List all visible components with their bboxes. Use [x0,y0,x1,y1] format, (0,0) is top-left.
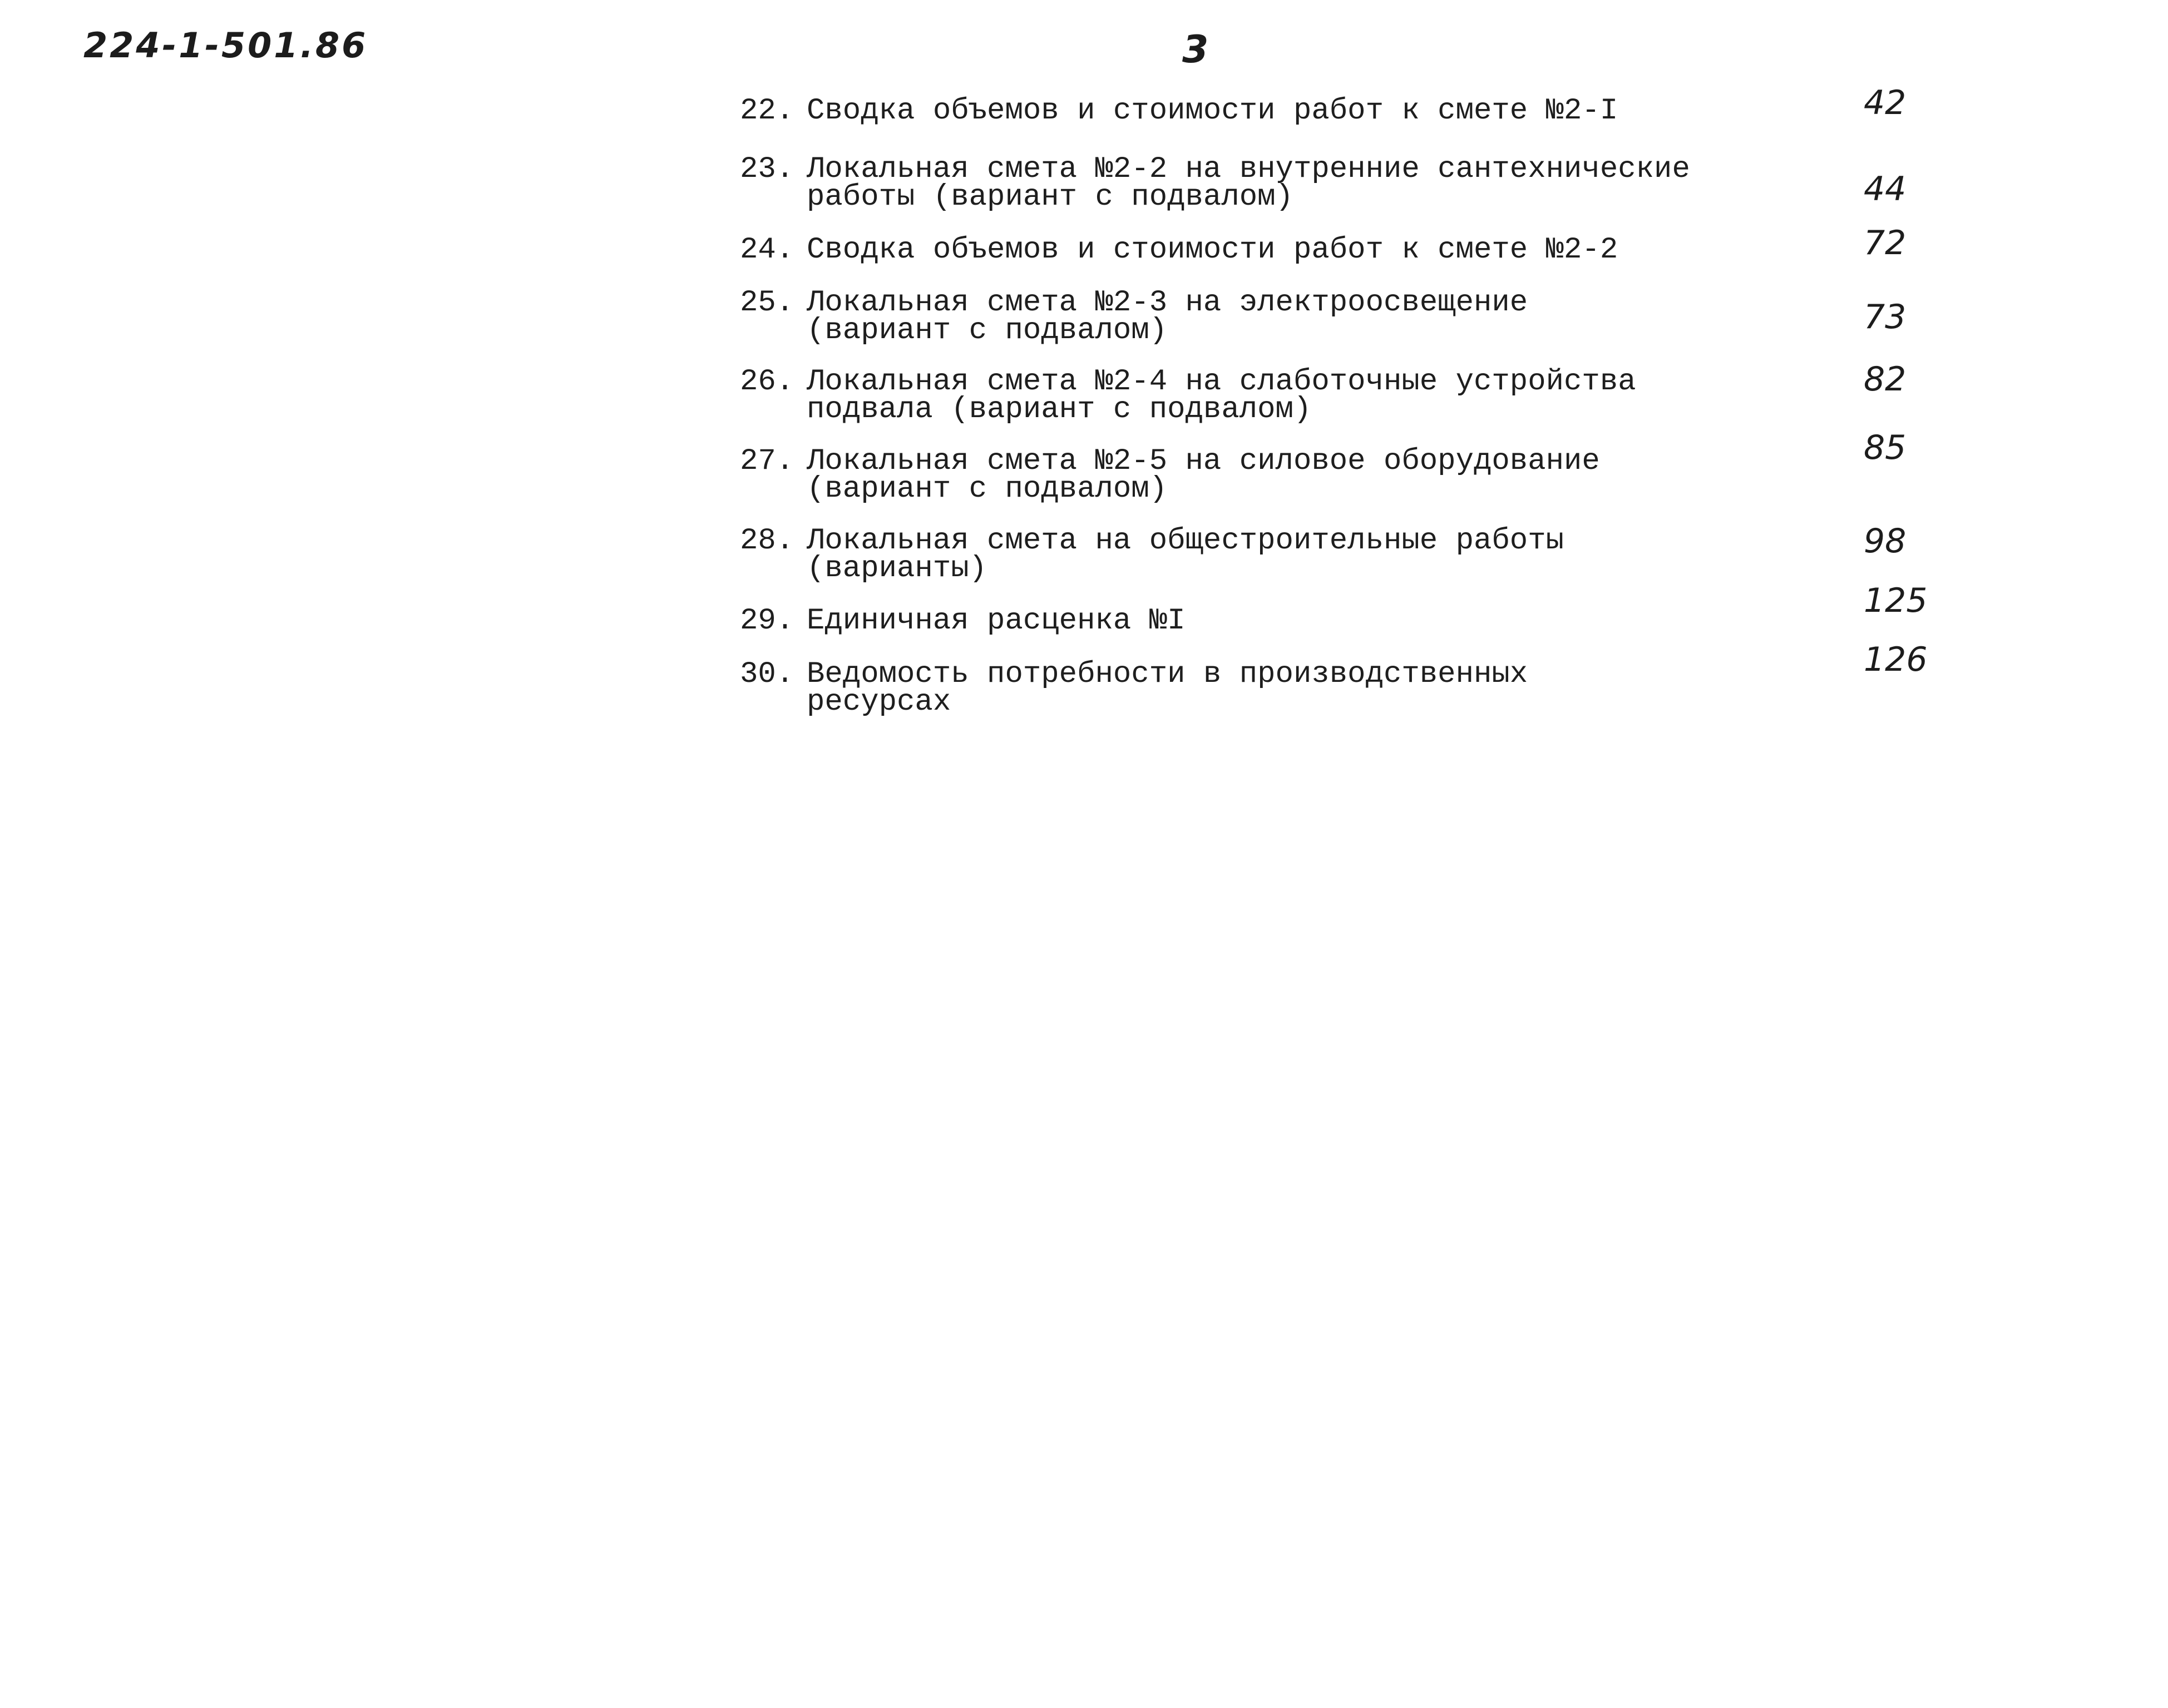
toc-entry-title: Локальная смета №2-5 на силовое оборудование (вариант с подвалом) [807,444,1600,506]
toc-entry-number: 25. [740,286,794,320]
document-code: 224-1-501.86 [83,25,368,66]
toc-entry-page: 82 [1864,360,1907,399]
toc-entry-number: 24. [740,233,794,267]
toc-entry-title: Сводка объемов и стоимости работ к смете №2-2 [807,233,1618,267]
toc-entry-page: 125 [1864,581,1928,620]
toc-entry-number: 30. [740,657,794,691]
toc-entry-page: 44 [1864,170,1907,209]
toc-entry-title: Локальная смета №2-3 на электроосвещение (вариант с подвалом) [807,286,1528,348]
toc-entry-page: 85 [1864,428,1907,467]
page-number: 3 [1182,28,1209,72]
toc-entry-page: 42 [1864,83,1907,122]
toc-entry-number: 29. [740,604,794,638]
toc-entry-page: 98 [1864,522,1907,561]
toc-entry-page: 72 [1864,224,1907,263]
toc-entry-title: Ведомость потребности в производственных ресурсах [807,657,1528,719]
toc-entry-number: 22. [740,94,794,128]
toc-entry-number: 26. [740,365,794,399]
toc-entry-page: 73 [1864,298,1907,336]
toc-entry-title: Локальная смета №2-2 на внутренние сантехнические работы (вариант с подвалом) [807,152,1690,214]
toc-entry-number: 28. [740,524,794,558]
toc-entry-number: 27. [740,444,794,478]
toc-entry-title: Единичная расценка №I [807,604,1186,638]
toc-entry-title: Локальная смета на общестроительные работы (варианты) [807,524,1564,586]
toc-entry-30 [740,640,1964,800]
toc-entry-title: Локальная смета №2-4 на слаботочные устройства подвала (вариант с подвалом) [807,365,1636,427]
toc-entry-title: Сводка объемов и стоимости работ к смете №2-I [807,94,1618,128]
toc-entry-number: 23. [740,152,794,186]
toc-entry-page: 126 [1864,640,1928,679]
